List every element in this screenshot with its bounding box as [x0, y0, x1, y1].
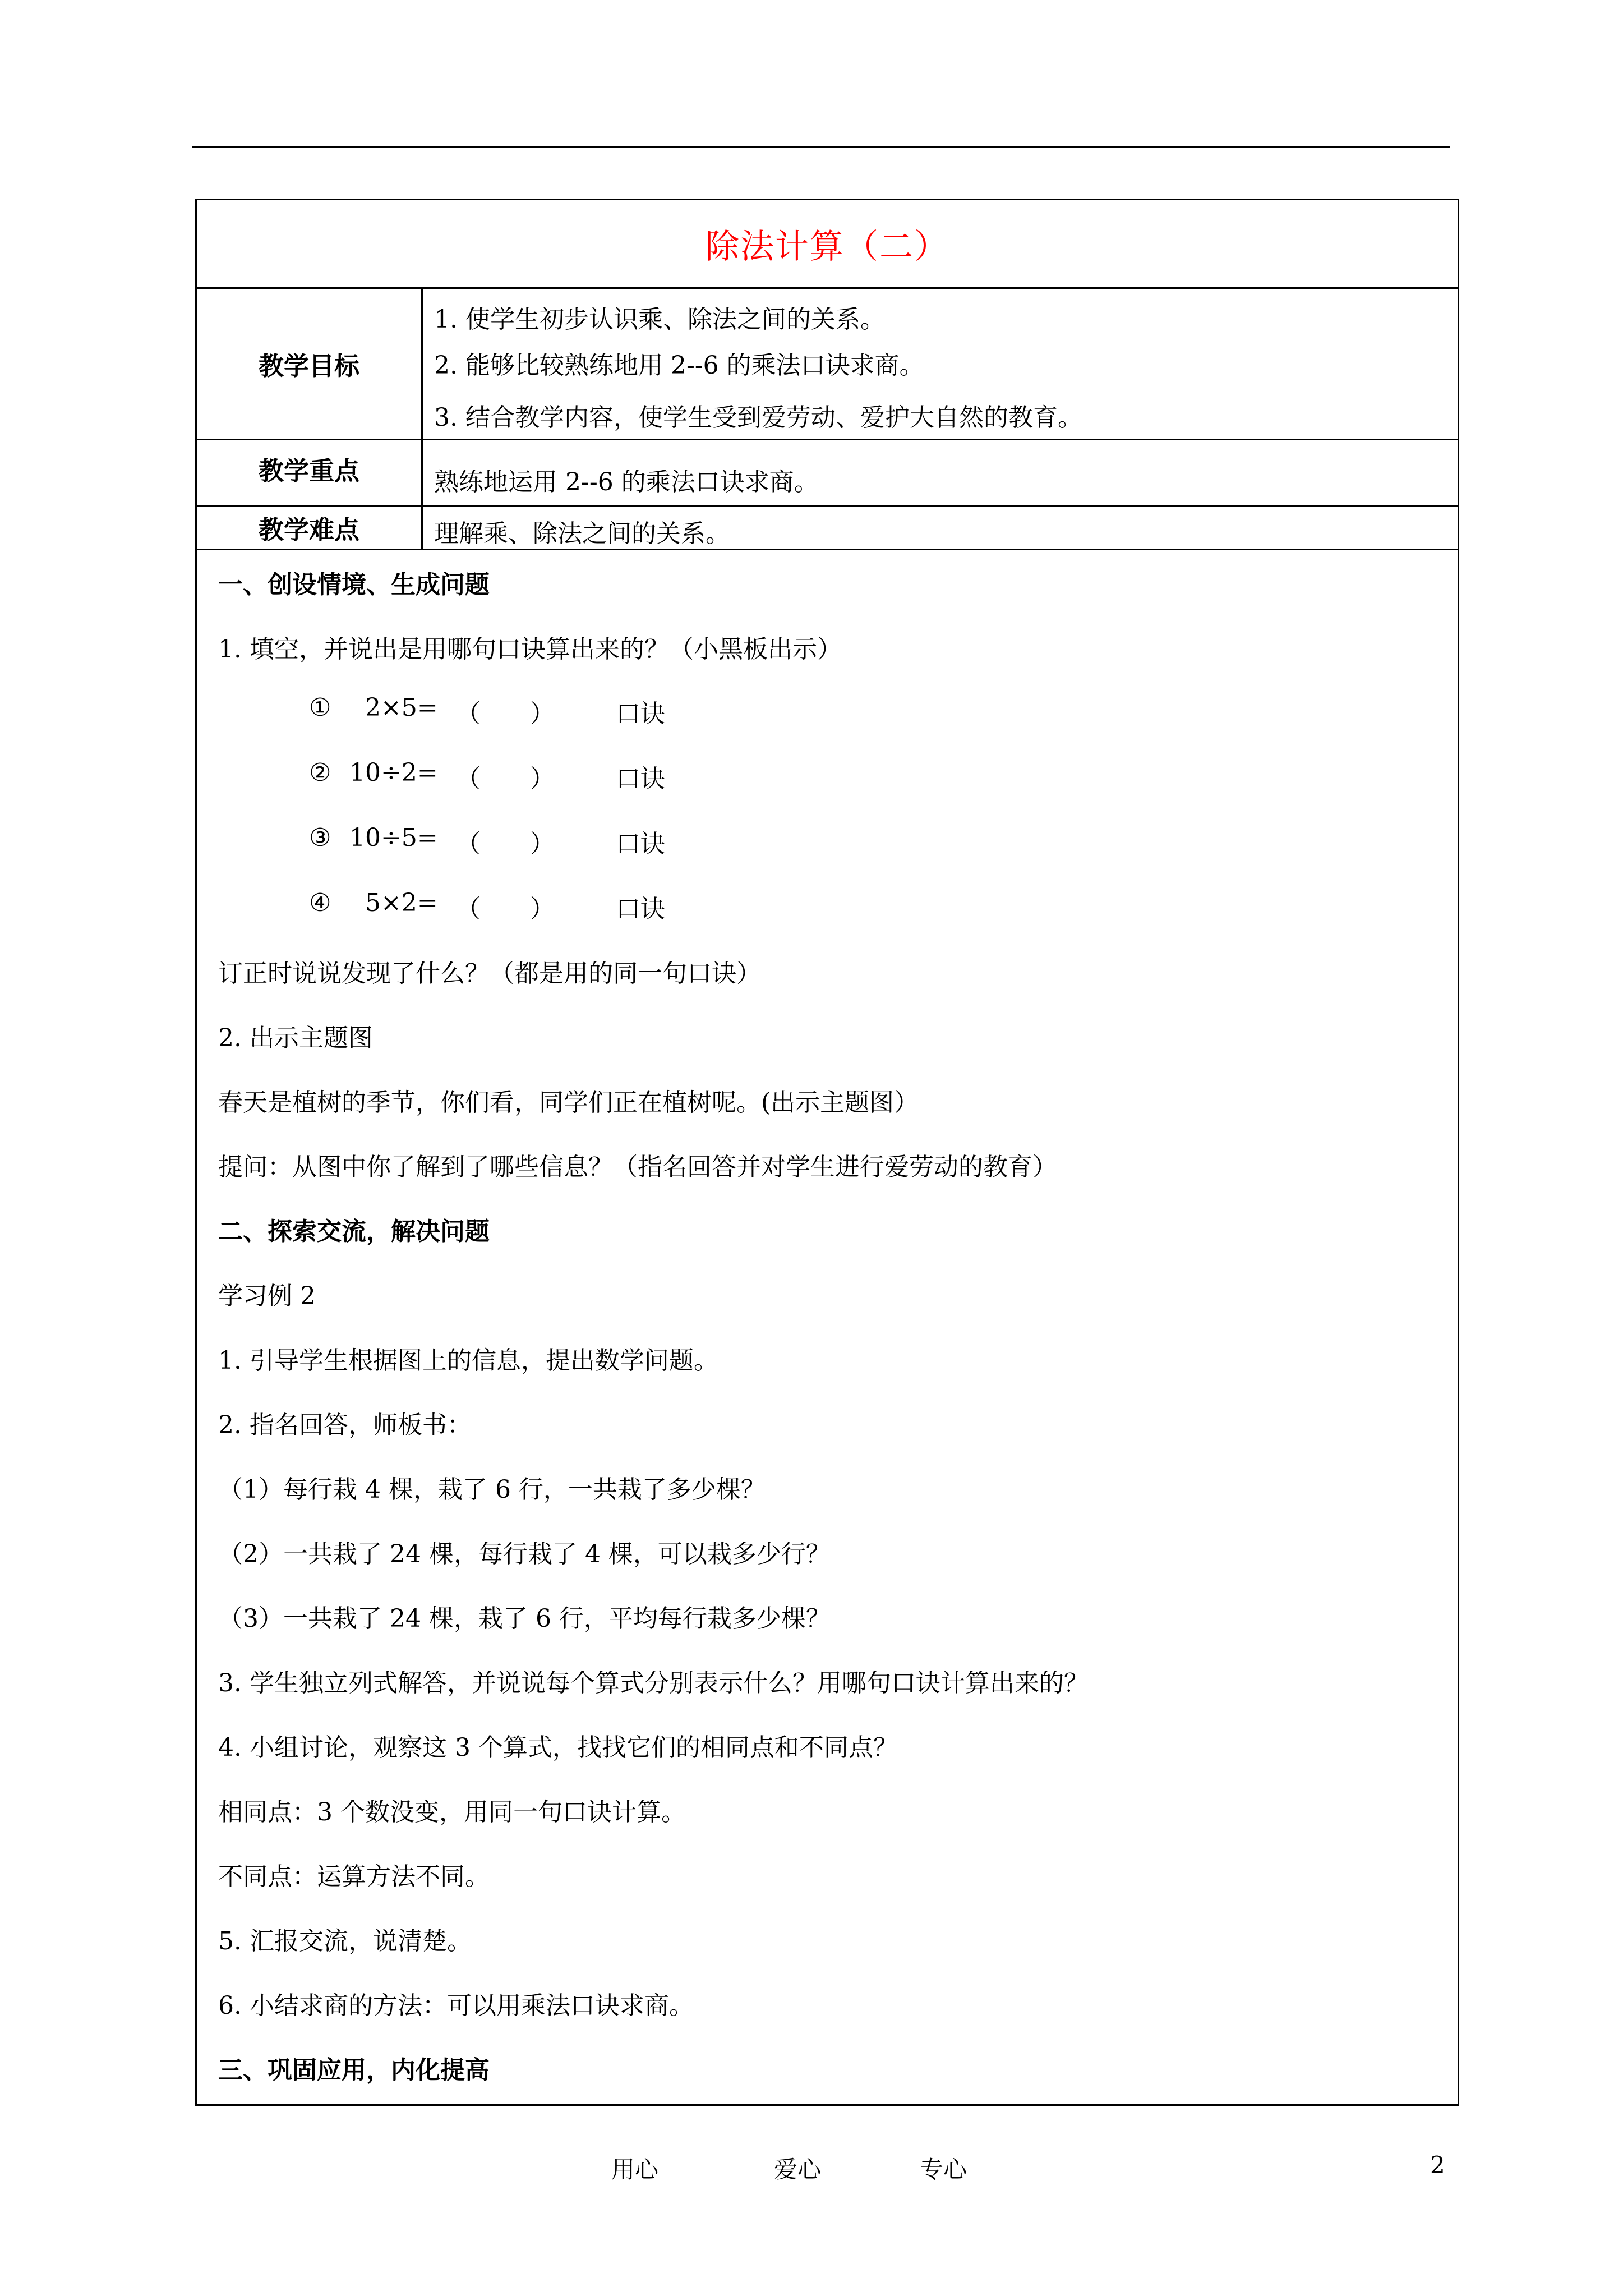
paragraph: 订正时说说发现了什么？（都是用的同一句口诀） [218, 959, 761, 988]
list-item: 3. 学生独立列式解答，并说说每个算式分别表示什么？用哪句口诀计算出来的？ [218, 1669, 1089, 1697]
footer-word: 用心 [611, 2156, 659, 2183]
equation-tail: 口诀 [616, 830, 665, 858]
goal-item: 1. 使学生初步认识乘、除法之间的关系。 [434, 305, 885, 334]
equation-expr: 10÷2= [349, 758, 438, 787]
paragraph: 不同点：运算方法不同。 [218, 1862, 490, 1891]
goals-label: 教学目标 [197, 289, 423, 439]
key-row [197, 440, 1458, 507]
equation-mark: ④ [309, 889, 331, 917]
key-text: 熟练地运用 2--6 的乘法口诀求商。 [434, 468, 819, 496]
equation-mark: ② [309, 758, 331, 787]
footer-word: 专心 [920, 2156, 967, 2183]
list-item: 1. 填空，并说出是用哪句口诀算出来的？（小黑板出示） [218, 635, 842, 664]
equation-expr: 10÷5= [349, 823, 438, 852]
key-label: 教学重点 [197, 440, 423, 505]
equation-expr: 5×2= [365, 889, 438, 917]
footer-word: 爱心 [774, 2156, 822, 2183]
goals-row [197, 289, 1458, 440]
equation-mark: ① [309, 693, 331, 722]
equation-tail: 口诀 [616, 895, 665, 923]
section-heading: 三、巩固应用，内化提高 [218, 2056, 490, 2085]
list-item: 1. 引导学生根据图上的信息，提出数学问题。 [218, 1346, 718, 1375]
paragraph: 学习例 2 [218, 1282, 316, 1310]
difficulty-label: 教学难点 [197, 507, 423, 549]
equation-blank: （ ） [456, 700, 555, 728]
equation-expr: 2×5= [365, 693, 438, 722]
header-rule [192, 146, 1450, 148]
equation-mark: ③ [309, 823, 331, 852]
list-item: 6. 小结求商的方法：可以用乘法口诀求商。 [218, 1991, 694, 2020]
difficulty-row [197, 507, 1458, 550]
goals-cell [423, 289, 1458, 439]
difficulty-text: 理解乘、除法之间的关系。 [434, 519, 730, 548]
list-item: 4. 小组讨论，观察这 3 个算式，找找它们的相同点和不同点？ [218, 1733, 898, 1762]
list-item: 2. 出示主题图 [218, 1024, 373, 1052]
list-item: （2）一共栽了 24 棵，每行栽了 4 棵，可以栽多少行？ [218, 1540, 831, 1568]
list-item: （1）每行栽 4 棵，栽了 6 行，一共栽了多少棵？ [218, 1475, 766, 1504]
goal-item: 3. 结合教学内容，使学生受到爱劳动、爱护大自然的教育。 [434, 403, 1082, 432]
equation-blank: （ ） [456, 895, 555, 923]
section-heading: 一、创设情境、生成问题 [218, 570, 490, 599]
paragraph: 提问：从图中你了解到了哪些信息？（指名回答并对学生进行爱劳动的教育） [218, 1153, 1057, 1181]
equation-tail: 口诀 [616, 700, 665, 728]
title-row [197, 200, 1458, 289]
list-item: 5. 汇报交流，说清楚。 [218, 1927, 472, 1955]
key-cell [423, 440, 1458, 505]
equation-blank: （ ） [456, 830, 555, 858]
lesson-plan-table [195, 199, 1459, 2106]
list-item: （3）一共栽了 24 棵，栽了 6 行，平均每行栽多少棵？ [218, 1604, 831, 1633]
section-heading: 二、探索交流，解决问题 [218, 1217, 490, 1246]
page-title: 除法计算（二） [706, 227, 949, 266]
paragraph: 相同点：3 个数没变，用同一句口诀计算。 [218, 1798, 686, 1826]
equation-blank: （ ） [456, 765, 555, 793]
list-item: 2. 指名回答，师板书： [218, 1411, 472, 1439]
difficulty-cell [423, 507, 1458, 549]
equation-tail: 口诀 [616, 765, 665, 793]
paragraph: 春天是植树的季节，你们看，同学们正在植树呢。(出示主题图） [218, 1088, 919, 1117]
page-number: 2 [1430, 2151, 1445, 2179]
goal-item: 2. 能够比较熟练地用 2--6 的乘法口诀求商。 [434, 351, 924, 380]
